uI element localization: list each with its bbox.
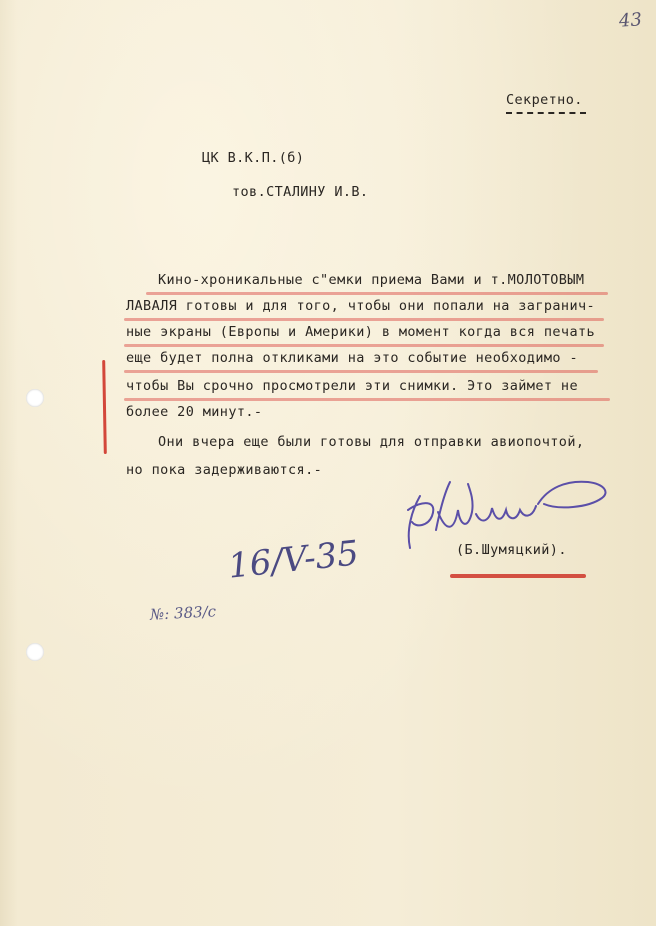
reference-number: №: 383/с bbox=[149, 602, 217, 624]
body-line: более 20 минут.- bbox=[126, 404, 263, 420]
body-line: еще будет полна откликами на это событие необходимо - bbox=[126, 350, 578, 366]
red-pencil-underline bbox=[450, 574, 586, 578]
classification-underline bbox=[506, 112, 586, 114]
red-pencil-underline bbox=[146, 292, 608, 295]
body-line: но пока задерживаются.- bbox=[126, 462, 323, 478]
addressee-line-1: ЦК В.К.П.(б) bbox=[202, 150, 305, 166]
body-line: ные экраны (Европы и Америки) в момент когда вся печать bbox=[126, 324, 596, 340]
signer-name: (Б.Шумяцкий). bbox=[456, 542, 567, 558]
punch-hole bbox=[26, 389, 44, 407]
classification-stamp: Секретно. bbox=[506, 92, 583, 108]
body-line: Кино-хроникальные с"емки приема Вами и т.МОЛОТОВЫМ bbox=[158, 272, 585, 288]
red-pencil-underline bbox=[124, 398, 610, 401]
red-pencil-underline bbox=[124, 318, 604, 321]
red-pencil-underline bbox=[124, 370, 598, 373]
body-line: чтобы Вы срочно просмотрели эти снимки. Это займет не bbox=[126, 378, 578, 394]
punch-hole bbox=[26, 643, 44, 661]
body-line: ЛАВАЛЯ готовы и для того, чтобы они попали на загранич- bbox=[126, 298, 596, 314]
page-number: 43 bbox=[618, 9, 643, 32]
body-line: Они вчера еще были готовы для отправки авиопочтой, bbox=[158, 434, 585, 450]
handwritten-date: 16/V-35 bbox=[226, 533, 361, 587]
red-pencil-underline bbox=[124, 344, 604, 347]
red-pencil-margin-mark bbox=[102, 360, 107, 454]
addressee-line-2: тов.СТАЛИНУ И.В. bbox=[232, 184, 369, 200]
